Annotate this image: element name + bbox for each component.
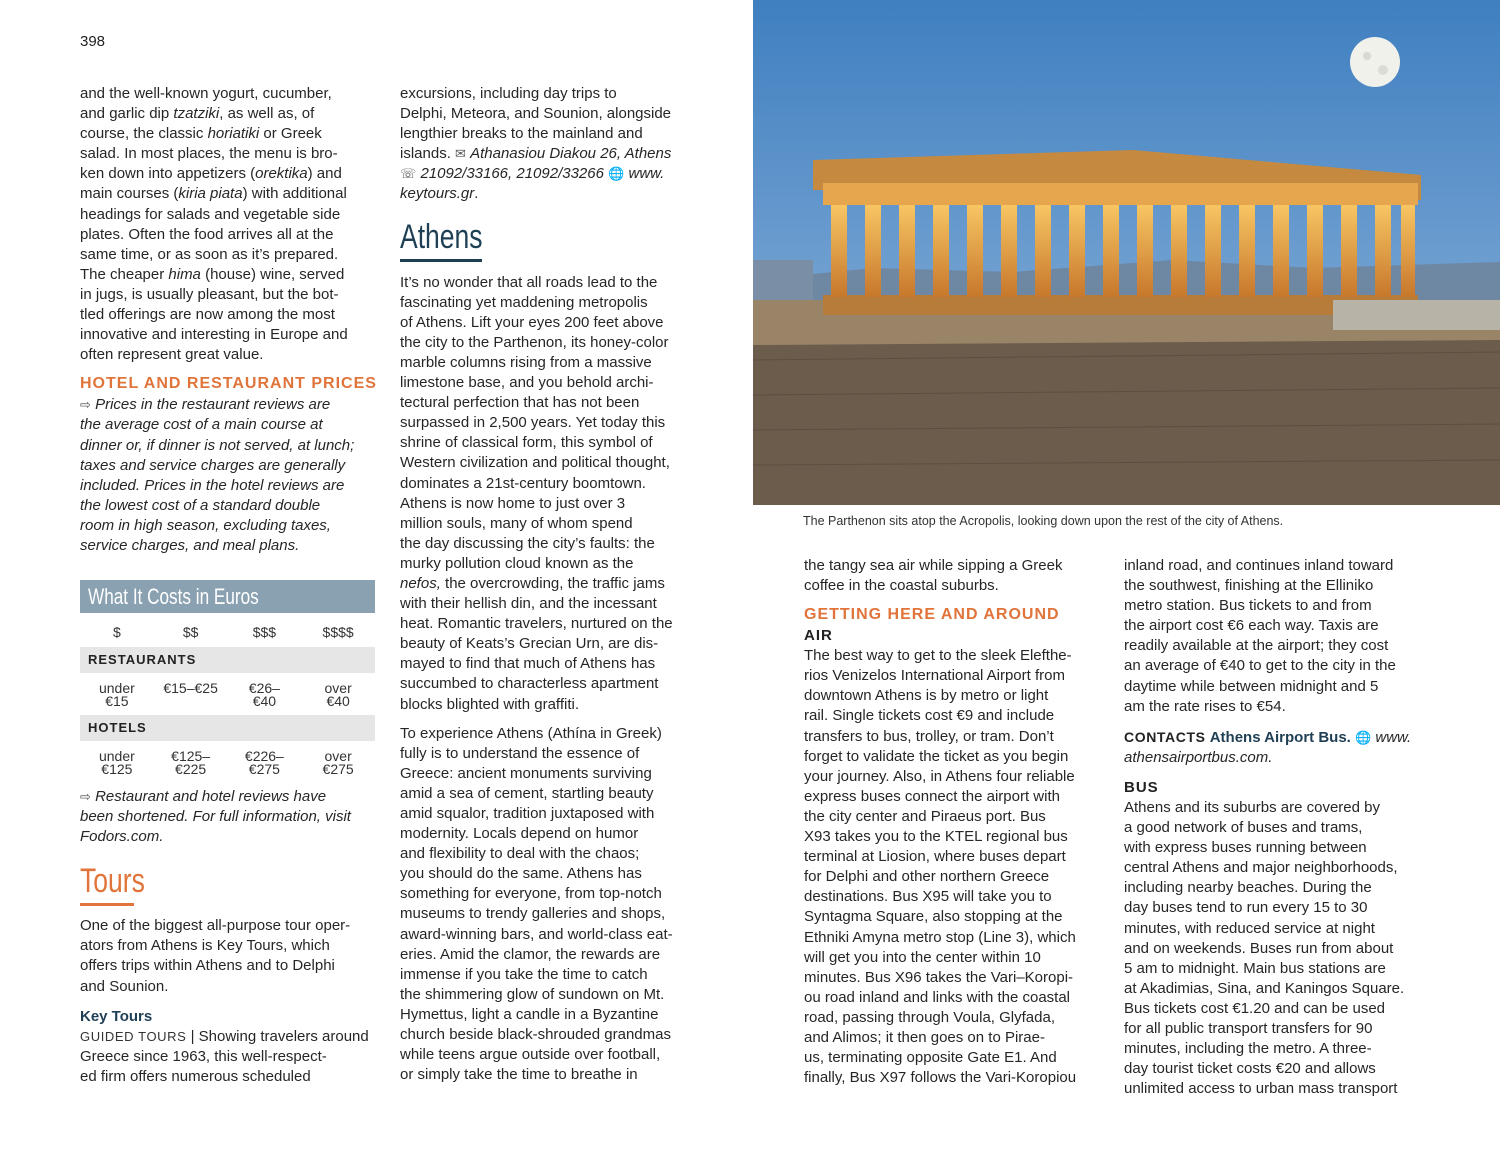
prices-text: ⇨ Prices in the restaurant reviews are the average cost of a main course at dinner or, if dinner is not served, at lunch; taxes and service charges are generally included. Prices in the hotel reviews are the lowest cost of a standard double room in high season, excluding taxes, service charges, and meal plans. — [80, 396, 355, 554]
costs-table — [80, 580, 375, 783]
air-continued: inland road, and continues inland toward the southwest, finishing at the Elliniko metro station. Bus tickets to and from the airport cost €6 each way. Taxis are readily available at the airport; they cost an average of €40 to get to the city in the daytime while between midnight and 5 am the rate rises to €54. — [1124, 557, 1396, 715]
athens-paragraph-2: To experience Athens (Athína in Greek) fully is to understand the essence of Greece: ancient monuments surviving amid a sea of cement, startling beauty amid squalor, tradition juxtaposed with modernity. Locals depend on humor and flexibility to deal with the chaos; you should do the same. Athens has something for everyone, from top-notch museums to trendy galleries and shops, award-winning bars, and world-class eat- eries. Amid the clamor, the rewards are immense if you take the time to catch the shimmering glow of sundown on Mt. Hymettus, light a candle in a Byzantine church beside black-shrouded grandmas while teens argue outside over football, or simply take the time to breathe in — [400, 724, 673, 1084]
hotels-row: under €125 €125– €225 €226– €275 over €275 — [98, 748, 354, 777]
contacts-line: CONTACTS Athens Airport Bus. 🌐 www. athensairportbus.com. — [1124, 728, 1412, 766]
restaurants-row: under €15 €15–€25 €26– €40 over €40 — [98, 680, 352, 709]
phone-icon: ☏ — [400, 166, 417, 182]
tours-heading-wrap — [80, 861, 380, 906]
tours-text: One of the biggest all-purpose tour oper- ators from Athens is Key Tours, which offers trips within Athens and to Delphi and Sounion. — [80, 917, 351, 995]
athens-heading-wrap — [400, 217, 700, 262]
column-1 — [80, 84, 380, 556]
parthenon-illustration — [753, 0, 1500, 505]
athens-rule — [400, 259, 482, 262]
mail-icon: ✉ — [455, 146, 466, 162]
costs-title: What It Costs in Euros — [80, 580, 375, 613]
parthenon-photo — [753, 0, 1500, 505]
page-number: 398 — [80, 33, 106, 50]
globe-icon: 🌐 — [608, 166, 625, 182]
restaurants-label: RESTAURANTS — [80, 647, 375, 673]
athens-paragraph-1: It’s no wonder that all roads lead to the fascinating yet maddening metropolis of Athens. Lift your eyes 200 feet above the city to the Parthenon, its honey-color marble columns rising from a massive limestone base, and you behold archi- tectural perfection that has not been surpassed in 2,500 years. Yet today this shrine of classical form, this symbol of Western civilization and political thought, dominates a 21st-century boomtown. Athens is now home to just over 3 million souls, many of whom spend the day discussing the city’s faults: the murky pollution cloud known as the nefos, the overcrowding, the traffic jams with their hellish din, and the incessant heat. Romantic travelers, nurtured on the beauty of Keats’s Grecian Urn, are dis- mayed to find that much of Athens has succumbed to characterless apartment blocks blighted with graffiti. — [400, 273, 673, 713]
tours-heading: Tours — [80, 862, 145, 901]
arrow-icon: ⇨ — [80, 397, 91, 413]
hotels-label: HOTELS — [80, 715, 375, 741]
key-tours-title: Key Tours — [80, 1007, 153, 1025]
costs-header-row: $ $$ $$$ $$$$ — [112, 624, 354, 640]
globe-icon: 🌐 — [1355, 729, 1372, 745]
reviews-note: ⇨ Restaurant and hotel reviews have been shortened. For full information, visit Fodors.com. — [80, 788, 351, 846]
bus-label: BUS — [1124, 778, 1159, 796]
prices-heading: HOTEL AND RESTAURANT PRICES — [80, 375, 377, 393]
key-tours-continued: excursions, including day trips to Delphi, Meteora, and Sounion, alongside lengthier breaks to the mainland and islands. ✉ Athanasiou Diakou 26, Athens ☏ 21092/33166, 21092/33266 🌐 www. keytours.gr. — [400, 85, 672, 203]
column-3 — [804, 556, 1104, 1088]
column-1-lower — [80, 787, 380, 1087]
air-text: The best way to get to the sleek Elefthe- rios Venizelos International Airport from downtown Athens is by metro or light rail. Single tickets cost €9 and include transfers to bus, trolley, or tram. Don’t forget to validate the ticket as you begin your journey. Also, in Athens four reliable express buses connect the airport with the city center and Piraeus port. Bus X93 takes you to the KTEL regional bus terminal at Liosion, where buses depart for Delphi and other northern Greece destinations. Bus X95 will take you to Syntagma Square, also stopping at the Ethniki Amyna metro stop (Line 3), which will get you into the center within 10 minutes. Bus X96 takes the Vari–Koropi- ou road inland and links with the coastal road, passing through Voula, Glyfada, and Alimos; it then goes on to Pirae- us, terminating opposite Gate E1. And finally, Bus X97 follows the Vari-Koropiou — [804, 647, 1077, 1087]
air-label: AIR — [804, 627, 833, 645]
getting-heading: GETTING HERE AND AROUND — [804, 606, 1060, 624]
guided-tours-text: GUIDED TOURS | Showing travelers around Greece since 1963, this well-respect- ed firm offers numerous scheduled — [80, 1027, 369, 1085]
column-4 — [1124, 556, 1424, 1099]
col3-intro: the tangy sea air while sipping a Greek coffee in the coastal suburbs. — [804, 557, 1063, 595]
photo-caption: The Parthenon sits atop the Acropolis, looking down upon the rest of the city of Athens. — [803, 514, 1284, 528]
bus-text: Athens and its suburbs are covered by a good network of buses and trams, with express buses running between central Athens and major neighborhoods, including nearby beaches. During the day buses tend to run every 15 to 30 minutes, with reduced service at night and on weekends. Buses run from about 5 am to midnight. Main bus stations are at Akadimias, Sina, and Kaningos Square. Bus tickets cost €1.20 and can be used for all public transport transfers for 90 minutes, including the metro. A three- day tourist ticket costs €20 and allows unlimited access to urban mass transport — [1124, 798, 1405, 1098]
athens-heading: Athens — [400, 217, 483, 256]
tours-rule — [80, 903, 134, 906]
food-paragraph: and the well-known yogurt, cucumber, and garlic dip tzatziki, as well as, of course, the classic horiatiki or Greek salad. In most places, the menu is bro- ken down into appetizers (orektika) and main courses (kiria piata) with additional headings for salads and vegetable side plates. Often the food arrives all at the same time, or as soon as it’s prepared. The cheaper hima (house) wine, served in jugs, is usually pleasant, but the bot- tled offerings are now among the most innovative and interesting in Europe and often represent great value. — [80, 85, 348, 364]
column-2 — [400, 84, 700, 1085]
arrow-icon: ⇨ — [80, 789, 91, 804]
